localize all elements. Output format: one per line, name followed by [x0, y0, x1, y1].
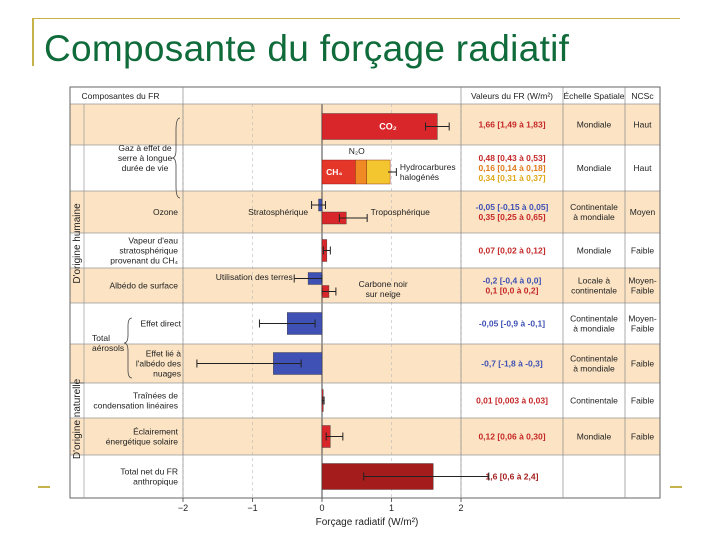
- component-name: stratosphérique: [119, 245, 178, 256]
- bar-label: N₂O: [348, 146, 365, 156]
- value-text: 0,48 [0,43 à 0,53]: [478, 152, 546, 163]
- component-name: l'albédo des: [135, 358, 181, 369]
- value-text: -0,7 [-1,8 à -0,3]: [481, 358, 543, 369]
- scale-text: Mondiale: [576, 431, 612, 442]
- scale-text: à mondiale: [573, 211, 615, 222]
- ncsc-text: Faible: [630, 285, 655, 296]
- scale-text: continentale: [571, 285, 617, 296]
- value-text: 0,12 [0,06 à 0,30]: [478, 431, 546, 442]
- scale-text: Continentale: [570, 201, 618, 212]
- ncsc-text: Faible: [630, 395, 655, 406]
- x-tick-label: 2: [458, 503, 464, 513]
- value-text: 0,01 [0,003 à 0,03]: [476, 395, 548, 406]
- value-text: 1,6 [0,6 à 2,4]: [485, 471, 539, 482]
- bar-label: CH₄: [326, 167, 343, 177]
- ncsc-text: Faible: [630, 358, 655, 369]
- scale-text: à mondiale: [573, 363, 615, 374]
- component-name: Effet direct: [140, 318, 181, 329]
- ncsc-text: Moyen-: [628, 313, 657, 324]
- bar: [366, 160, 390, 184]
- component-name: énergétique solaire: [105, 436, 178, 447]
- scale-text: Continentale: [570, 353, 618, 364]
- ncsc-text: Moyen-: [628, 275, 657, 286]
- scale-text: Mondiale: [576, 119, 612, 130]
- ncsc-text: Haut: [633, 119, 652, 130]
- bar-label: Troposphérique: [370, 207, 430, 217]
- x-tick-label: −2: [177, 503, 189, 513]
- gas-group-label: Gaz à effet de: [118, 142, 172, 153]
- group-label-naturelle: D'origine naturelle: [72, 378, 83, 460]
- component-name: Ozone: [152, 206, 178, 217]
- x-tick-label: −1: [247, 503, 258, 513]
- x-tick-label: 0: [319, 503, 325, 513]
- header-ncsc: NCSc: [631, 91, 654, 101]
- ncsc-text: Haut: [633, 162, 652, 173]
- value-text: -0,05 [-0,9 à -0,1]: [478, 318, 546, 329]
- bar-label: sur neige: [365, 289, 401, 299]
- scale-text: Continentale: [570, 313, 618, 324]
- component-name: Effet lié à: [145, 348, 181, 359]
- aerosol-group-label: Total: [92, 332, 110, 343]
- scale-text: à mondiale: [573, 323, 615, 334]
- scale-text: Mondiale: [576, 245, 612, 256]
- component-name: provenant du CH₄: [110, 255, 178, 266]
- bar: [355, 160, 366, 184]
- aerosol-group-label: aérosols: [92, 342, 125, 353]
- gas-group-label: serre à longue: [117, 152, 173, 163]
- x-axis-label: Forçage radiatif (W/m²): [315, 517, 419, 528]
- value-text: 0,34 [0,31 à 0,37]: [478, 172, 546, 183]
- scale-text: Locale à: [577, 275, 611, 286]
- component-name: Vapeur d'eau: [128, 235, 178, 246]
- value-text: -0,05 [-0,15 à 0,05]: [475, 201, 549, 212]
- header-values: Valeurs du FR (W/m²): [470, 91, 554, 101]
- bar-label: Stratosphérique: [248, 207, 309, 217]
- bar-label: halogénés: [399, 172, 440, 182]
- bar-label: Utilisation des terres: [215, 272, 293, 282]
- bar-label: Hydrocarbures: [399, 162, 456, 172]
- component-name: anthropique: [133, 476, 178, 487]
- component-name: Albédo de surface: [109, 280, 178, 291]
- ncsc-text: Faible: [630, 323, 655, 334]
- scale-text: Mondiale: [576, 162, 612, 173]
- value-text: 1,66 [1,49 à 1,83]: [478, 119, 546, 130]
- component-name: Total net du FR: [120, 466, 178, 477]
- ncsc-text: Moyen: [629, 206, 656, 217]
- bar-label: CO₂: [379, 121, 397, 132]
- x-tick-label: 1: [388, 503, 395, 513]
- ncsc-text: Faible: [630, 431, 655, 442]
- value-text: 0,35 [0,25 à 0,65]: [478, 211, 546, 222]
- scale-text: Continentale: [570, 395, 618, 406]
- slide-title: Composante du forçage radiatif: [44, 28, 570, 69]
- group-label-humaine: D'origine humaine: [72, 203, 83, 284]
- header-scale: Échelle Spatiale: [563, 91, 625, 101]
- component-name: nuages: [153, 368, 181, 379]
- value-text: 0,1 [0,0 à 0,2]: [485, 285, 539, 296]
- ncsc-text: Faible: [630, 245, 655, 256]
- value-text: -0,2 [-0,4 à 0,0]: [482, 275, 542, 286]
- component-name: condensation linéaires: [93, 400, 178, 411]
- value-text: 0,07 [0,02 à 0,12]: [478, 245, 546, 256]
- header-components: Composantes du FR: [81, 91, 160, 101]
- component-name: Traînées de: [132, 390, 178, 401]
- bar-label: Carbone noir: [358, 279, 408, 289]
- gas-group-label: durée de vie: [121, 162, 169, 173]
- value-text: 0,16 [0,14 à 0,18]: [478, 162, 546, 173]
- component-name: Éclairement: [133, 426, 178, 437]
